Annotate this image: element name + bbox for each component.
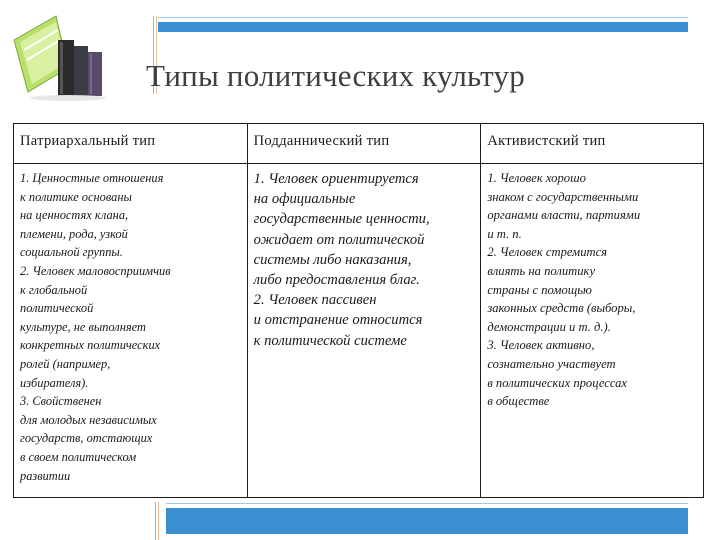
top-accent-line	[158, 17, 688, 18]
header-patriarchal: Патриархальный тип	[14, 124, 248, 164]
books-icon	[10, 10, 110, 102]
cell-patriarchal: 1. Ценностные отношения к политике основаны на ценностях клана, племени, рода, узкой социальной группы. 2. Человек маловосприимчив к глобальной политической культуре, не выполняет конкретных политических ролей (например, избирателя). 3. Свойственен для молодых независимых государств, отстающих в своем политическом развитии	[14, 164, 248, 498]
cell-subject: 1. Человек ориентируется на официальные государственные ценности, ожидает от политической системы либо наказания, либо предоставления благ. 2. Человек пассивен и отстранение относится к политической системе	[247, 164, 481, 498]
table-header-row	[14, 124, 704, 164]
bottom-accent-bar	[166, 508, 688, 534]
bottom-vertical-line-2	[158, 502, 159, 540]
bottom-accent-line	[166, 503, 688, 504]
table-row	[14, 164, 704, 498]
header-subject: Подданнический тип	[247, 124, 481, 164]
page-title: Типы политических культур	[146, 58, 525, 93]
bottom-vertical-line	[155, 502, 156, 540]
header-activist: Активистский тип	[481, 124, 704, 164]
top-accent-bar	[158, 22, 688, 32]
culture-types-table	[13, 123, 704, 498]
cell-activist: 1. Человек хорошо знаком с государственными органами власти, партиями и т. п. 2. Человек стремится влиять на политику страны с помощью законных средств (выборы, демонстрации и т. д.). 3. Человек активно, сознательно участвует в политических процессах в обществе	[481, 164, 704, 498]
